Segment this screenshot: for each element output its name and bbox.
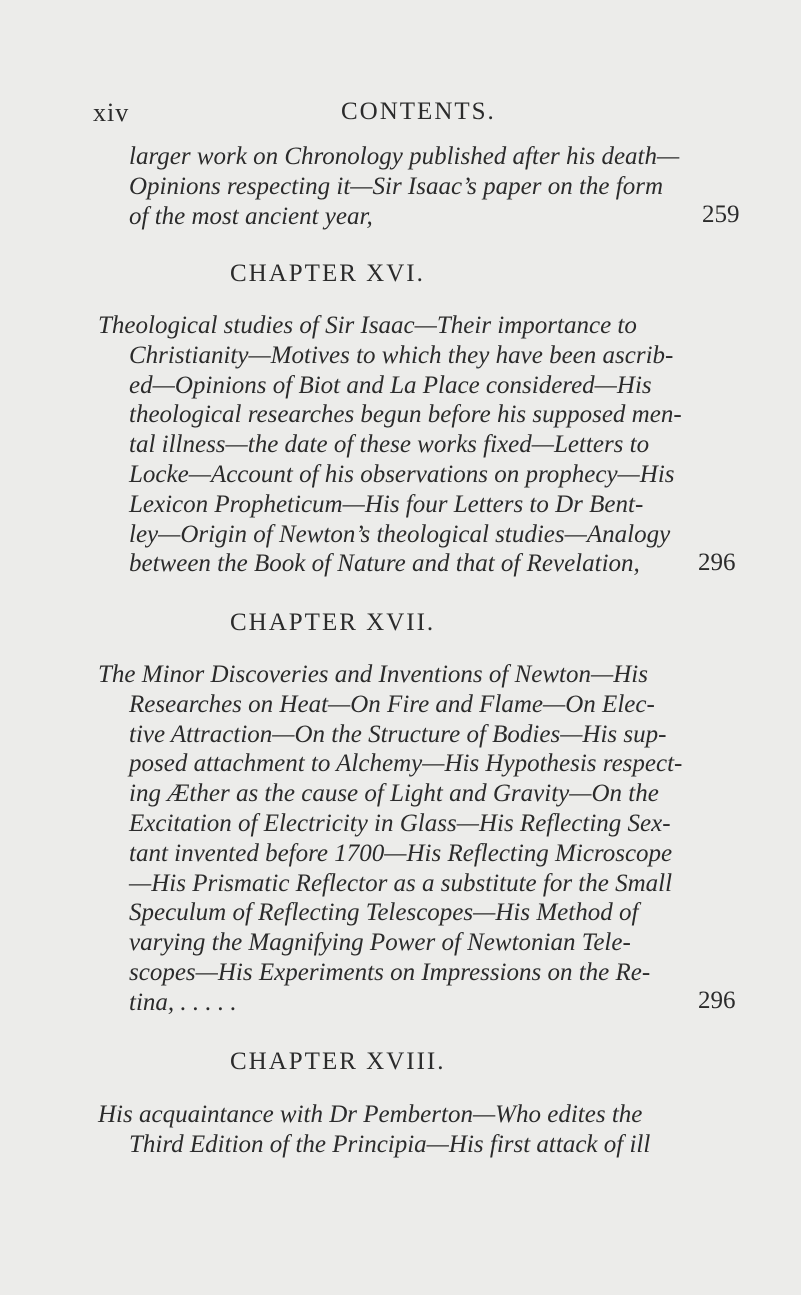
entry-line: posed attachment to Alchemy—His Hypothesis respect- bbox=[129, 750, 683, 778]
entry-line: Lexicon Propheticum—His four Letters to Dr Bent- bbox=[129, 490, 644, 518]
entry-line: The Minor Discoveries and Inventions of Newton—His bbox=[98, 661, 648, 688]
chapter-title: CHAPTER XVII. bbox=[230, 609, 436, 636]
page-number: 296 bbox=[698, 987, 736, 1014]
page-folio: xiv bbox=[93, 98, 130, 127]
entry-line: Researches on Heat—On Fire and Flame—On Elec- bbox=[129, 690, 655, 718]
page-number: 259 bbox=[702, 201, 740, 228]
entry-line: tal illness—the date of these works fixed—Letters to bbox=[129, 431, 650, 459]
entry-line: varying the Magnifying Power of Newtonian Tele- bbox=[129, 929, 631, 957]
toc-entry-previous bbox=[98, 142, 748, 231]
entry-line: of the most ancient year, bbox=[129, 202, 373, 230]
entry-line: between the Book of Nature and that of Revelation, bbox=[129, 550, 640, 578]
entry-line: Speculum of Reflecting Telescopes—His Method of bbox=[129, 899, 639, 927]
entry-line: Theological studies of Sir Isaac—Their importance to bbox=[98, 312, 637, 339]
toc-entry-chapter-17 bbox=[98, 660, 748, 1018]
entry-line: His acquaintance with Dr Pemberton—Who edites the bbox=[98, 1101, 643, 1128]
entry-line: —His Prismatic Reflector as a substitute for the Small bbox=[129, 869, 673, 897]
entry-line: Opinions respecting it—Sir Isaac’s paper on the form bbox=[129, 172, 664, 200]
toc-entry-chapter-18 bbox=[98, 1100, 748, 1160]
chapter-title: CHAPTER XVI. bbox=[230, 260, 425, 287]
entry-line: tina, . . . . . bbox=[129, 988, 237, 1016]
entry-line: Third Edition of the Principia—His first attack of ill bbox=[129, 1130, 651, 1158]
entry-line: ed—Opinions of Biot and La Place considered—His bbox=[129, 371, 652, 399]
entry-line: Locke—Account of his observations on prophecy—His bbox=[129, 460, 675, 488]
entry-line: Excitation of Electricity in Glass—His Reflecting Sex- bbox=[129, 809, 671, 837]
page-header bbox=[93, 98, 693, 132]
entry-line: theological researches begun before his supposed men- bbox=[129, 401, 682, 429]
entry-line: scopes—His Experiments on Impressions on the Re- bbox=[129, 958, 651, 986]
page-number: 296 bbox=[698, 549, 736, 576]
running-title: CONTENTS. bbox=[341, 98, 496, 125]
entry-line: Christianity—Motives to which they have been ascrib- bbox=[129, 341, 674, 369]
toc-entry-chapter-16 bbox=[98, 311, 748, 579]
chapter-title: CHAPTER XVIII. bbox=[230, 1048, 446, 1075]
entry-line: larger work on Chronology published after his death— bbox=[129, 143, 680, 170]
entry-line: tive Attraction—On the Structure of Bodies—His sup- bbox=[129, 720, 667, 748]
entry-line: tant invented before 1700—His Reflecting Microscope bbox=[129, 839, 673, 867]
entry-line: ing Æther as the cause of Light and Gravity—On the bbox=[129, 780, 659, 808]
entry-line: ley—Origin of Newton’s theological studies—Analogy bbox=[129, 520, 671, 548]
